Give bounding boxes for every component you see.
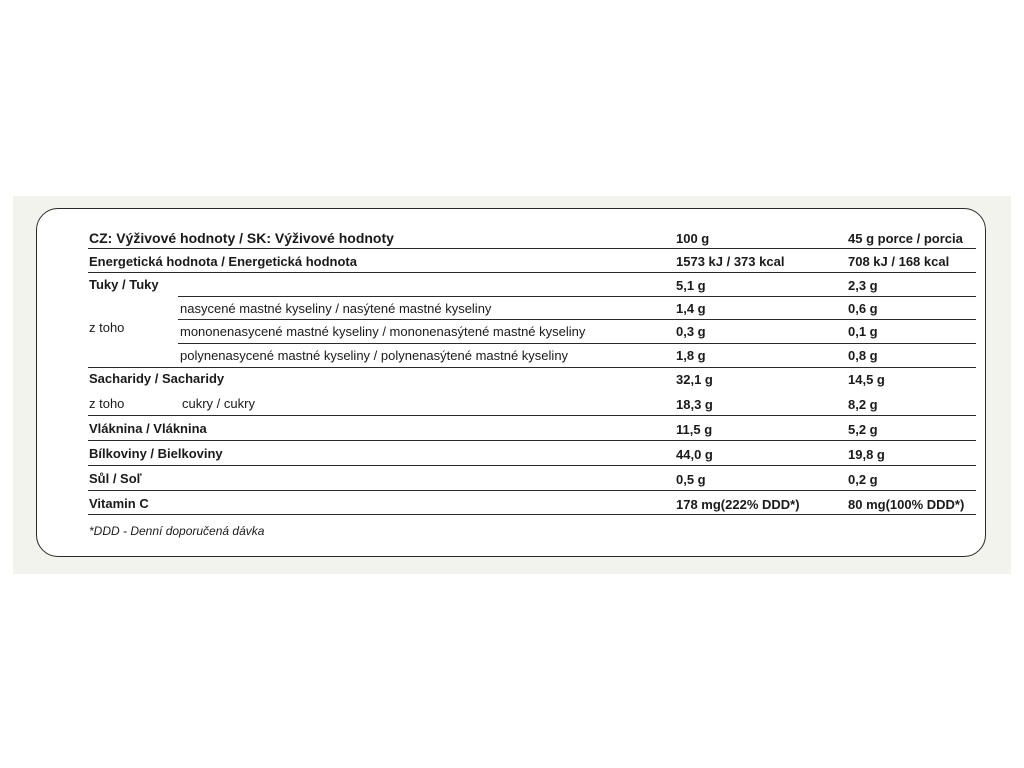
salt-value-100g: 0,5 g xyxy=(676,472,706,487)
fibre-value-100g: 11,5 g xyxy=(676,422,713,437)
saturated-fat-value-portion: 0,6 g xyxy=(848,301,878,316)
sugars-value-portion: 8,2 g xyxy=(848,397,878,412)
fat-value-100g: 5,1 g xyxy=(676,278,706,293)
mono-fat-label: mononenasycené mastné kyseliny / mononenasýtené mastné kyseliny xyxy=(180,324,586,339)
mono-fat-value-100g: 0,3 g xyxy=(676,324,706,339)
column-header-100g: 100 g xyxy=(676,231,710,246)
carbs-value-100g: 32,1 g xyxy=(676,372,713,387)
row-divider xyxy=(88,465,976,466)
carbs-of-which-label: z toho xyxy=(89,396,125,411)
fat-of-which-label: z toho xyxy=(89,320,125,335)
fibre-label: Vláknina / Vláknina xyxy=(89,421,207,436)
row-divider xyxy=(88,490,976,491)
protein-label: Bílkoviny / Bielkoviny xyxy=(89,446,223,461)
carbs-value-portion: 14,5 g xyxy=(848,372,885,387)
protein-value-portion: 19,8 g xyxy=(848,447,885,462)
row-divider xyxy=(88,272,976,273)
row-divider xyxy=(88,248,976,249)
fat-label: Tuky / Tuky xyxy=(89,277,159,292)
row-divider xyxy=(178,296,976,297)
row-divider xyxy=(178,319,976,320)
vitamin-c-value-100g: 178 mg(222% DDD*) xyxy=(676,497,800,512)
mono-fat-value-portion: 0,1 g xyxy=(848,324,878,339)
poly-fat-value-portion: 0,8 g xyxy=(848,348,878,363)
column-header-portion: 45 g porce / porcia xyxy=(848,231,963,246)
sugars-label: cukry / cukry xyxy=(182,396,255,411)
salt-label: Sůl / Soľ xyxy=(89,471,142,486)
energy-value-portion: 708 kJ / 168 kcal xyxy=(848,254,950,269)
sugars-value-100g: 18,3 g xyxy=(676,397,713,412)
row-divider xyxy=(178,343,976,344)
fat-value-portion: 2,3 g xyxy=(848,278,878,293)
poly-fat-label: polynenasycené mastné kyseliny / polynenasýtené mastné kyseliny xyxy=(180,348,569,363)
salt-value-portion: 0,2 g xyxy=(848,472,878,487)
row-divider xyxy=(88,367,976,368)
vitamin-c-value-portion: 80 mg(100% DDD*) xyxy=(848,497,965,512)
row-divider xyxy=(88,514,976,515)
protein-value-100g: 44,0 g xyxy=(676,447,713,462)
row-divider xyxy=(88,415,976,416)
fibre-value-portion: 5,2 g xyxy=(848,422,878,437)
poly-fat-value-100g: 1,8 g xyxy=(676,348,706,363)
energy-value-100g: 1573 kJ / 373 kcal xyxy=(676,254,785,269)
footnote: *DDD - Denní doporučená dávka xyxy=(89,524,265,538)
carbs-label: Sacharidy / Sacharidy xyxy=(89,371,225,386)
energy-label: Energetická hodnota / Energetická hodnota xyxy=(89,254,357,269)
vitamin-c-label: Vitamin C xyxy=(89,496,149,511)
table-title: CZ: Výživové hodnoty / SK: Výživové hodnoty xyxy=(89,230,394,246)
row-divider xyxy=(88,440,976,441)
saturated-fat-value-100g: 1,4 g xyxy=(676,301,706,316)
saturated-fat-label: nasycené mastné kyseliny / nasýtené mastné kyseliny xyxy=(180,301,492,316)
